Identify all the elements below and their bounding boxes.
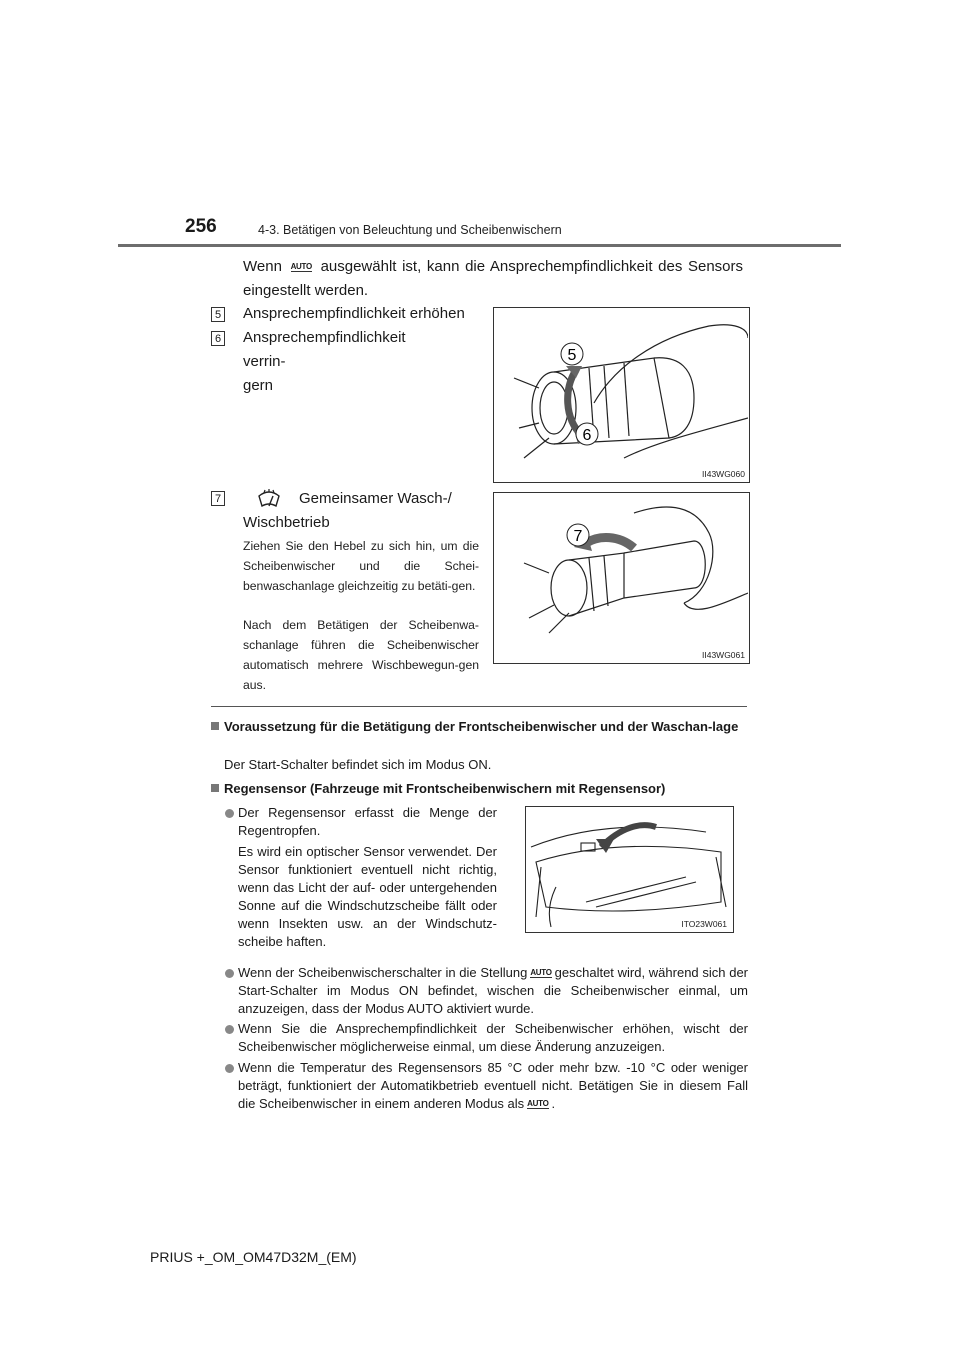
item-7-note-2: Nach dem Betätigen der Scheibenwa-schanlage führen die Scheibenwischer automatisch mehrere Wischbewegun-gen aus.: [243, 618, 479, 692]
square-bullet-icon: [211, 722, 219, 730]
section-separator: [211, 706, 747, 707]
circle-bullet-icon: [225, 1025, 234, 1034]
circle-bullet-icon: [225, 809, 234, 818]
item-7-text: Gemeinsamer Wasch-/ Wischbetrieb: [243, 490, 452, 531]
figure-rain-sensor: [525, 806, 734, 933]
intro-after: ausgewählt ist, kann die Ansprechempfindlichkeit des Sensors eingestellt werden.: [243, 258, 744, 299]
circle-bullet-icon: [225, 969, 234, 978]
page-number: 256: [185, 216, 217, 237]
auto-mode-icon: AUTO: [527, 1099, 549, 1108]
figure-code-2: II43WG061: [702, 650, 745, 660]
note-bullet-1: Der Regensensor erfasst die Menge der Regentropfen.: [238, 805, 497, 838]
marker-7: 7: [211, 491, 225, 506]
windshield-illustration: [526, 807, 732, 931]
callout-5: 5: [567, 347, 577, 364]
wash-lever-illustration: [494, 493, 748, 662]
intro-before: Wenn: [243, 258, 282, 275]
note-bullet-4: Wenn die Temperatur des Regensensors 85 °C oder mehr bzw. -10 °C oder weniger beträgt, funktioniert der Automatikbetrieb eventuell nicht. Betätigen Sie in diesem Fall die Scheibenwischer in einem anderen Modus als AUTO .: [238, 1060, 748, 1111]
footer-model-code: PRIUS +_OM_OM47D32M_(EM): [150, 1249, 357, 1265]
figure-code-1: II43WG060: [702, 469, 745, 479]
auto-mode-icon: AUTO: [290, 262, 312, 271]
circle-bullet-icon: [225, 1064, 234, 1073]
figure-wash-wipe: [493, 492, 750, 664]
item-5-text: Ansprechempfindlichkeit erhöhen: [243, 305, 465, 322]
section-title: 4-3. Betätigen von Beleuchtung und Scheibenwischern: [258, 223, 562, 237]
square-bullet-icon: [211, 784, 219, 792]
item-7-note-1: Ziehen Sie den Hebel zu sich hin, um die Scheibenwischer und die Schei-benwaschanlage gleichzeitig zu betäti-gen.: [243, 539, 479, 593]
marker-6: 6: [211, 331, 225, 346]
note-heading-1: Voraussetzung für die Betätigung der Frontscheibenwischer und der Waschan-lage: [211, 718, 748, 736]
note-bullet-2: Wenn der Scheibenwischerschalter in die Stellung AUTO geschaltet wird, während sich der Start-Schalter im Modus ON befindet, wischen die Scheibenwischer einmal, um anzuzeigen, dass der Modus AUTO aktiviert wurde.: [238, 965, 748, 1016]
note-heading-2: Regensensor (Fahrzeuge mit Frontscheibenwischern mit Regensensor): [211, 780, 748, 798]
auto-mode-icon: AUTO: [530, 968, 552, 977]
callout-7: 7: [573, 528, 583, 545]
callout-6: 6: [582, 427, 592, 444]
note-bullet-1-extra: Es wird ein optischer Sensor verwendet. Der Sensor funktioniert eventuell nicht richtig, wenn das Licht der auf- oder untergehenden Sonne auf die Windschutzscheibe fällt oder wenn Insekten usw. an der Windschutz-scheibe haften.: [238, 844, 497, 949]
header-rule: [118, 244, 841, 247]
item-6-text: Ansprechempfindlichkeit verrin- gern: [243, 329, 479, 394]
note-bullet-3: Wenn Sie die Ansprechempfindlichkeit der Scheibenwischer erhöhen, wischt der Scheibenwischer möglicherweise einmal, um diese Änderung anzuzeigen.: [238, 1021, 748, 1054]
note-text-1: Der Start-Schalter befindet sich im Modus ON.: [224, 757, 492, 772]
intro-paragraph: [243, 255, 743, 303]
wiper-lever-illustration: [494, 308, 748, 481]
marker-5: 5: [211, 307, 225, 322]
figure-wiper-sensitivity: [493, 307, 750, 483]
figure-code-3: ITO23W061: [681, 919, 727, 929]
